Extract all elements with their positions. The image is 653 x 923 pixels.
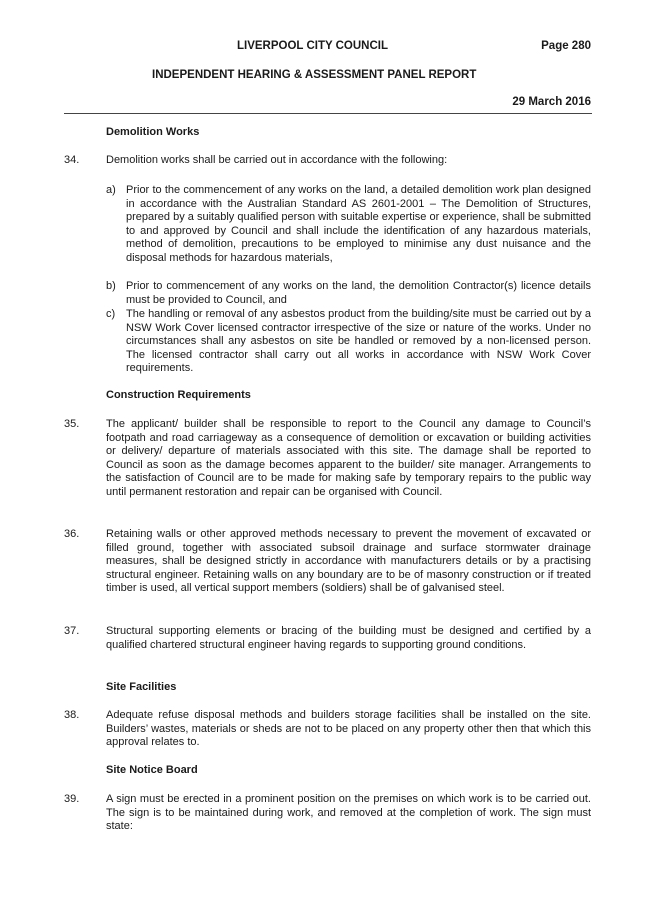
condition-37-text: Structural supporting elements or bracing of the building must be designed and certified by a qualified chartered structural engineer having regards to supporting ground conditions. xyxy=(106,625,591,651)
condition-34-number: 34. xyxy=(64,154,80,166)
condition-35-text: The applicant/ builder shall be responsible to report to the Council any damage to Council’s footpath and road carriageway as a consequence of demolition or excavation or building activities or delivery/ departure of materials associated with this site. The damage shall be reported to Council as soon as the damage becomes apparent to the builder/ site manager. Arrangements to the satisfaction of Council are to be made for making safe by temporary repairs to the public way until permanent restoration and repair can be organised with Council. xyxy=(106,418,591,498)
condition-37-number: 37. xyxy=(64,625,80,637)
heading-demolition-works: Demolition Works xyxy=(106,126,200,138)
condition-34-item-a xyxy=(106,184,591,265)
council-name: LIVERPOOL CITY COUNCIL xyxy=(237,40,389,52)
item-label: a) xyxy=(106,184,116,196)
heading-site-facilities: Site Facilities xyxy=(106,681,177,693)
condition-35-number: 35. xyxy=(64,418,80,430)
report-date: 29 March 2016 xyxy=(512,96,591,108)
heading-construction-requirements: Construction Requirements xyxy=(106,389,251,401)
header-rule xyxy=(64,113,592,114)
report-title: INDEPENDENT HEARING & ASSESSMENT PANEL REPORT xyxy=(152,69,477,81)
condition-38-text: Adequate refuse disposal methods and builders storage facilities shall be installed on the site. Builders’ wastes, materials or sheds are not to be placed on any property other then that which this approval relates to. xyxy=(106,709,591,748)
heading-site-notice-board: Site Notice Board xyxy=(106,764,198,776)
condition-39-text: A sign must be erected in a prominent position on the premises on which work is to be carried out. The sign is to be maintained during work, and removed at the completion of work. The sign must state: xyxy=(106,793,591,832)
item-label: b) xyxy=(106,280,116,292)
condition-34-item-c xyxy=(106,308,591,376)
condition-36-number: 36. xyxy=(64,528,80,540)
item-label: c) xyxy=(106,308,116,320)
condition-38-number: 38. xyxy=(64,709,80,721)
item-text: The handling or removal of any asbestos product from the building/site must be carried out by a NSW Work Cover licensed contractor irrespective of the size or nature of the works. Under no circumstances shall any asbestos on site be handled or removed by a non-licensed person. The licensed contractor shall carry out all works in accordance with NSW Work Cover requirements. xyxy=(126,308,591,374)
item-text: Prior to commencement of any works on the land, the demolition Contractor(s) licence details must be provided to Council, and xyxy=(126,280,591,306)
item-text: Prior to the commencement of any works on the land, a detailed demolition work plan designed in accordance with the Australian Standard AS 2601-2001 – The Demolition of Structures, prepared by a suitably qualified person with suitable expertise or experience, shall be submitted to and approved by Council and shall include the identification of any hazardous materials, method of demolition, precautions to be employed to minimise any dust nuisance and the disposal methods for hazardous materials, xyxy=(126,184,591,264)
condition-34-text: Demolition works shall be carried out in accordance with the following: xyxy=(106,154,448,166)
condition-36-text: Retaining walls or other approved methods necessary to prevent the movement of excavated or filled ground, together with associated subsoil drainage and surface stormwater drainage measures, shall be designed strictly in accordance with manufacturers details or by a practising structural engineer. Retaining walls on any boundary are to be of masonry construction or if treated timber is used, all vertical support members (soldiers) shall be of galvanised steel. xyxy=(106,528,591,594)
condition-39-number: 39. xyxy=(64,793,80,805)
condition-34-item-b xyxy=(106,280,591,307)
page-number: Page 280 xyxy=(541,40,591,52)
